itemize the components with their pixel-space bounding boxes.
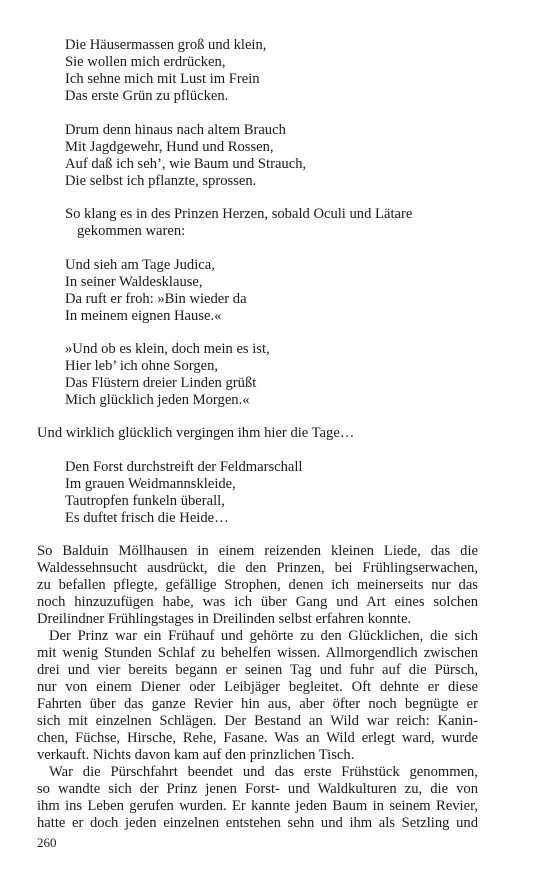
paragraph-line: So Balduin Möllhausen in einem reizenden kleinen Liede, das die bbox=[37, 543, 478, 559]
interlude-text bbox=[65, 206, 485, 240]
verse-line: Drum denn hinaus nach altem Brauch bbox=[65, 122, 286, 138]
paragraph-line: Dreilindner Frühlingstages in Dreilinden selbst erfahren konnte. bbox=[37, 611, 412, 627]
verse-line: Die Häusermassen groß und klein, bbox=[65, 37, 267, 53]
paragraph-line: ihm ins Leben gerufen wurden. Er kannte jeden Baum in seinem Revier, bbox=[37, 798, 478, 814]
poem-stanza bbox=[65, 37, 485, 105]
paragraph-line: Waldessehnsucht ausdrückt, die den Prinzen, bei Frühlingserwachen, bbox=[37, 560, 478, 576]
verse-line: Die selbst ich pflanzte, sprossen. bbox=[65, 173, 257, 189]
verse-line: Tautropfen funkeln überall, bbox=[65, 493, 225, 509]
body-paragraph bbox=[37, 543, 478, 628]
poem-stanza bbox=[65, 257, 485, 325]
verse-line: Im grauen Weidmannskleide, bbox=[65, 476, 236, 492]
verse-line: »Und ob es klein, doch mein es ist, bbox=[65, 341, 270, 357]
paragraph-line: nur von einem Diener oder Leibjäger begleitet. Oft dehnte er diese bbox=[37, 679, 478, 695]
paragraph-line: verkauft. Nichts davon kam auf den prinzlichen Tisch. bbox=[37, 747, 355, 763]
paragraph-line: noch hinzuzufügen habe, was ich über Gang und Art eines solchen bbox=[37, 594, 478, 610]
paragraph-line: mit wenig Stunden Schlaf zu behelfen wissen. Allmorgendlich zwischen bbox=[37, 645, 478, 661]
paragraph-line: sich mit einzelnen Schlägen. Der Bestand an Wild war reich: Kanin- bbox=[37, 713, 478, 729]
paragraph-line: chen, Füchse, Hirsche, Rehe, Fasane. Was an Wild erlegt ward, wurde bbox=[37, 730, 478, 746]
verse-line: Das Flüstern dreier Linden grüßt bbox=[65, 375, 257, 391]
paragraph-line: zu befallen pflegte, gefällige Strophen, denen ich meinerseits nur das bbox=[37, 577, 478, 593]
verse-line: So klang es in des Prinzen Herzen, sobald Oculi und Lätare gekommen waren: bbox=[65, 206, 413, 239]
verse-line: Den Forst durchstreift der Feldmarschall bbox=[65, 459, 303, 475]
verse-line: Sie wollen mich erdrücken, bbox=[65, 54, 226, 70]
paragraph-line: Der Prinz war ein Frühauf und gehörte zu den Glücklichen, die sich bbox=[49, 628, 478, 644]
verse-line: Da ruft er froh: »Bin wieder da bbox=[65, 291, 247, 307]
poem-stanza bbox=[65, 341, 485, 409]
body-paragraph bbox=[37, 628, 478, 764]
verse-line: Mich glücklich jeden Morgen.« bbox=[65, 392, 250, 408]
paragraph-line: so wandte sich der Prinz jenen Forst- und Waldkulturen zu, die von bbox=[37, 781, 478, 797]
verse-line: Auf daß ich seh’, wie Baum und Strauch, bbox=[65, 156, 307, 172]
poem-stanza bbox=[65, 122, 485, 190]
page-number: 260 bbox=[37, 835, 57, 850]
paragraph-line: drei und vier bereits begann er seinen Tag und fuhr auf die Pürsch, bbox=[37, 662, 478, 678]
paragraph-line: hatte er doch jeden einzelnen entstehen sehn und ihm als Setzling und bbox=[37, 815, 478, 831]
prose-line: Und wirklich glücklich vergingen ihm hier die Tage… bbox=[37, 425, 355, 441]
paragraph-line: War die Pürschfahrt beendet und das erste Frühstück genommen, bbox=[49, 764, 478, 780]
verse-line: In meinem eignen Hause.« bbox=[65, 308, 222, 324]
poem-stanza bbox=[65, 459, 485, 527]
verse-line: Hier leb’ ich ohne Sorgen, bbox=[65, 358, 219, 374]
verse-line: Ich sehne mich mit Lust im Frein bbox=[65, 71, 260, 87]
verse-line: Mit Jagdgewehr, Hund und Rossen, bbox=[65, 139, 274, 155]
paragraph-line: Fahrten über das ganze Revier hin aus, aber öfter noch begnügte er bbox=[37, 696, 478, 712]
body-paragraph bbox=[37, 764, 478, 832]
verse-line: Das erste Grün zu pflücken. bbox=[65, 88, 229, 104]
verse-line: Es duftet frisch die Heide… bbox=[65, 510, 229, 526]
verse-line: Und sieh am Tage Judica, bbox=[65, 257, 215, 273]
verse-line: In seiner Waldesklause, bbox=[65, 274, 203, 290]
